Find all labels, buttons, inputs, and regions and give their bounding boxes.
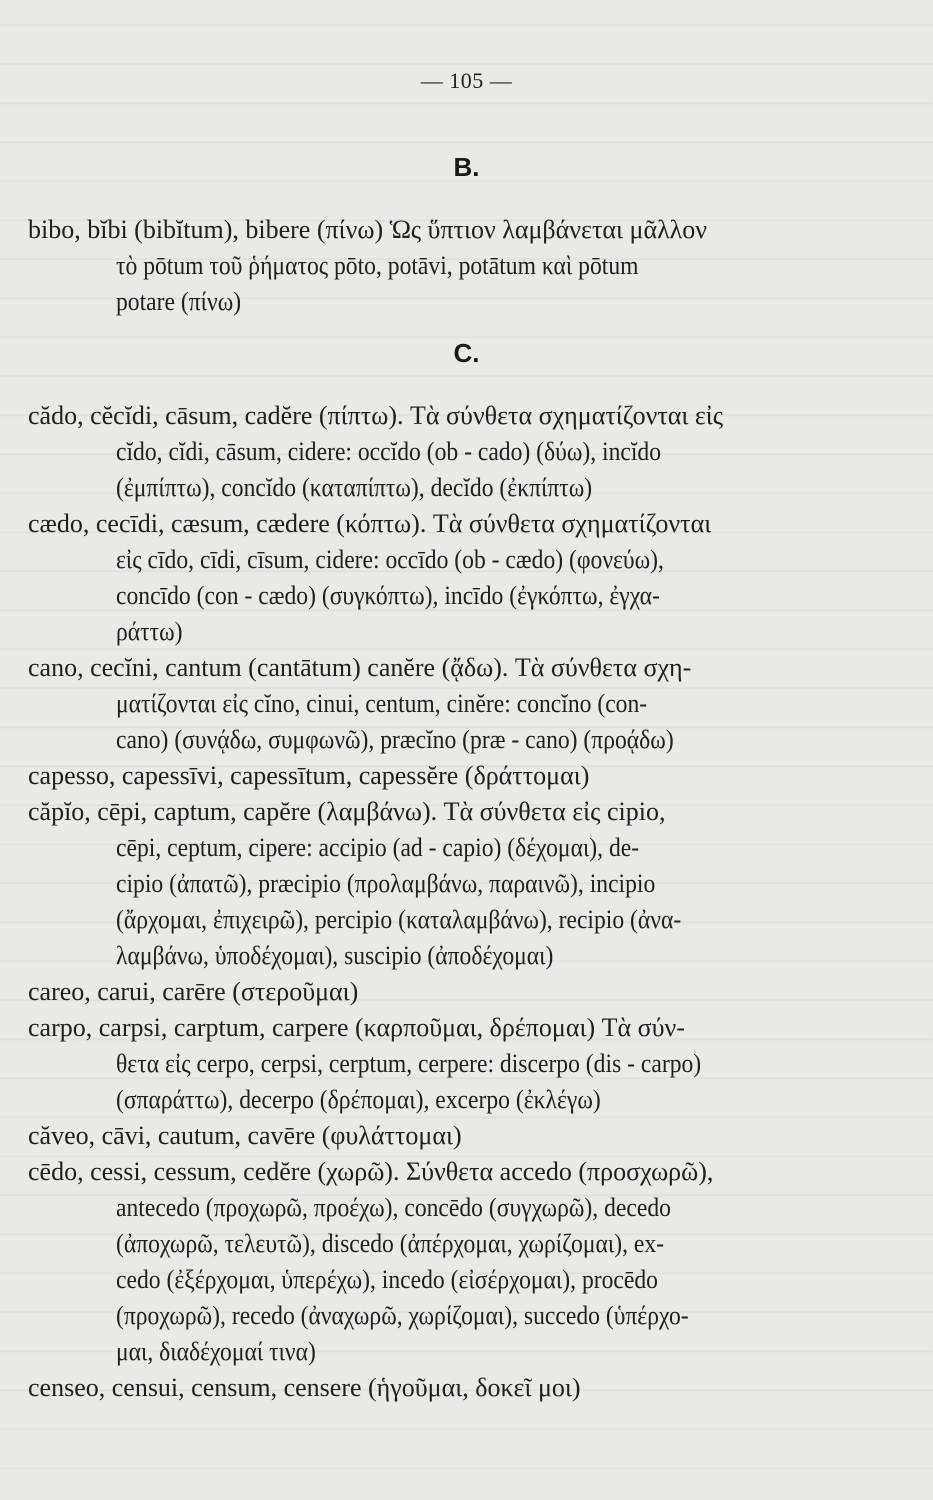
entry-line: cædo, cecīdi, cæsum, cædere (κόπτω). Τὰ σύνθετα σχηματίζονται — [28, 509, 712, 538]
entry-line: (προχωρῶ), recedo (ἀναχωρῶ, χωρίζομαι), succedo (ὑπέρχο- — [116, 1301, 689, 1330]
entry-line: (ἐμπίπτω), concĭdo (καταπίπτω), decĭdo (ἐκπίπτω) — [116, 473, 593, 502]
section-heading-c: C. — [453, 338, 480, 368]
entry-line: antecedo (προχωρῶ, προέχω), concēdo (συγχωρῶ), decedo — [116, 1193, 671, 1222]
entry-line: τὸ pōtum τοῦ ῥήματος pōto, potāvi, potātum καὶ pōtum — [116, 251, 639, 280]
entry-line: concīdo (con - cædo) (συγκόπτω), incīdo (ἐγκόπτω, ἐγχα- — [116, 581, 660, 610]
entry-line: careo, carui, carēre (στεροῦμαι) — [28, 977, 359, 1006]
entry-line: cano) (συνᾴδω, συμφωνῶ), præcĭno (præ - cano) (προᾴδω) — [116, 725, 674, 754]
entry-line: μαι, διαδέχομαί τινα) — [116, 1337, 316, 1366]
entry-line: ματίζονται εἰς cĭno, cinui, centum, cinĕre: concĭno (con- — [116, 689, 648, 718]
entry-line: bibo, bĭbi (bibĭtum), bibere (πίνω) Ὡς ὕπτιον λαμβάνεται μᾶλλον — [28, 215, 708, 244]
entry-line: θετα εἰς cerpo, cerpsi, cerptum, cerpere: discerpo (dis - carpo) — [116, 1049, 702, 1078]
entry-line: (ἀποχωρῶ, τελευτῶ), discedo (ἀπέρχομαι, χωρίζομαι), ex- — [116, 1229, 665, 1258]
page-number: — 105 — — [420, 68, 513, 93]
entry-line: ράττω) — [116, 617, 183, 646]
entry-line: căveo, cāvi, cautum, cavēre (φυλάττομαι) — [28, 1121, 462, 1150]
entry-line: (ἄρχομαι, ἐπιχειρῶ), percipio (καταλαμβάνω), recipio (ἀνα- — [116, 905, 682, 934]
entry-line: cēdo, cessi, cessum, cedĕre (χωρῶ). Σύνθετα accedo (προσχωρῶ), — [28, 1157, 714, 1186]
entry-line: cădo, cĕcĭdi, cāsum, cadĕre (πίπτω). Τὰ σύνθετα σχηματίζονται εἰς — [28, 401, 724, 430]
entry-line: cano, cecĭni, cantum (cantātum) canĕre (ᾄδω). Τὰ σύνθετα σχη- — [28, 653, 692, 682]
entry-line: capesso, capessīvi, capessītum, capessĕre (δράττομαι) — [28, 761, 590, 790]
entry-line: carpo, carpsi, carptum, carpere (καρποῦμαι, δρέπομαι) Τὰ σύν- — [28, 1013, 685, 1042]
entry-line: cēpi, ceptum, cipere: accipio (ad - capio) (δέχομαι), de- — [116, 833, 640, 862]
entry-line: λαμβάνω, ὑποδέχομαι), suscipio (ἀποδέχομαι) — [116, 941, 554, 970]
entry-line: censeo, censui, censum, censere (ἡγοῦμαι, δοκεῖ μοι) — [28, 1373, 581, 1402]
entry-line: căpĭo, cēpi, captum, capĕre (λαμβάνω). Τὰ σύνθετα εἰς cipio, — [28, 797, 666, 826]
entry-line: (σπαράττω), decerpo (δρέπομαι), excerpo (ἐκλέγω) — [116, 1085, 601, 1114]
entry-line: potare (πίνω) — [116, 287, 242, 316]
entry-line: cipio (ἀπατῶ), præcipio (προλαμβάνω, παραινῶ), incipio — [116, 869, 656, 898]
entry-line: εἰς cīdo, cīdi, cīsum, cidere: occīdo (ob - cædo) (φονεύω), — [116, 545, 664, 574]
section-heading-b: B. — [453, 152, 480, 182]
entry-line: cedo (ἐξέρχομαι, ὑπερέχω), incedo (εἰσέρχομαι), procēdo — [116, 1265, 658, 1294]
entry-line: cĭdo, cĭdi, cāsum, cidere: occĭdo (ob - cado) (δύω), incĭdo — [116, 437, 662, 466]
